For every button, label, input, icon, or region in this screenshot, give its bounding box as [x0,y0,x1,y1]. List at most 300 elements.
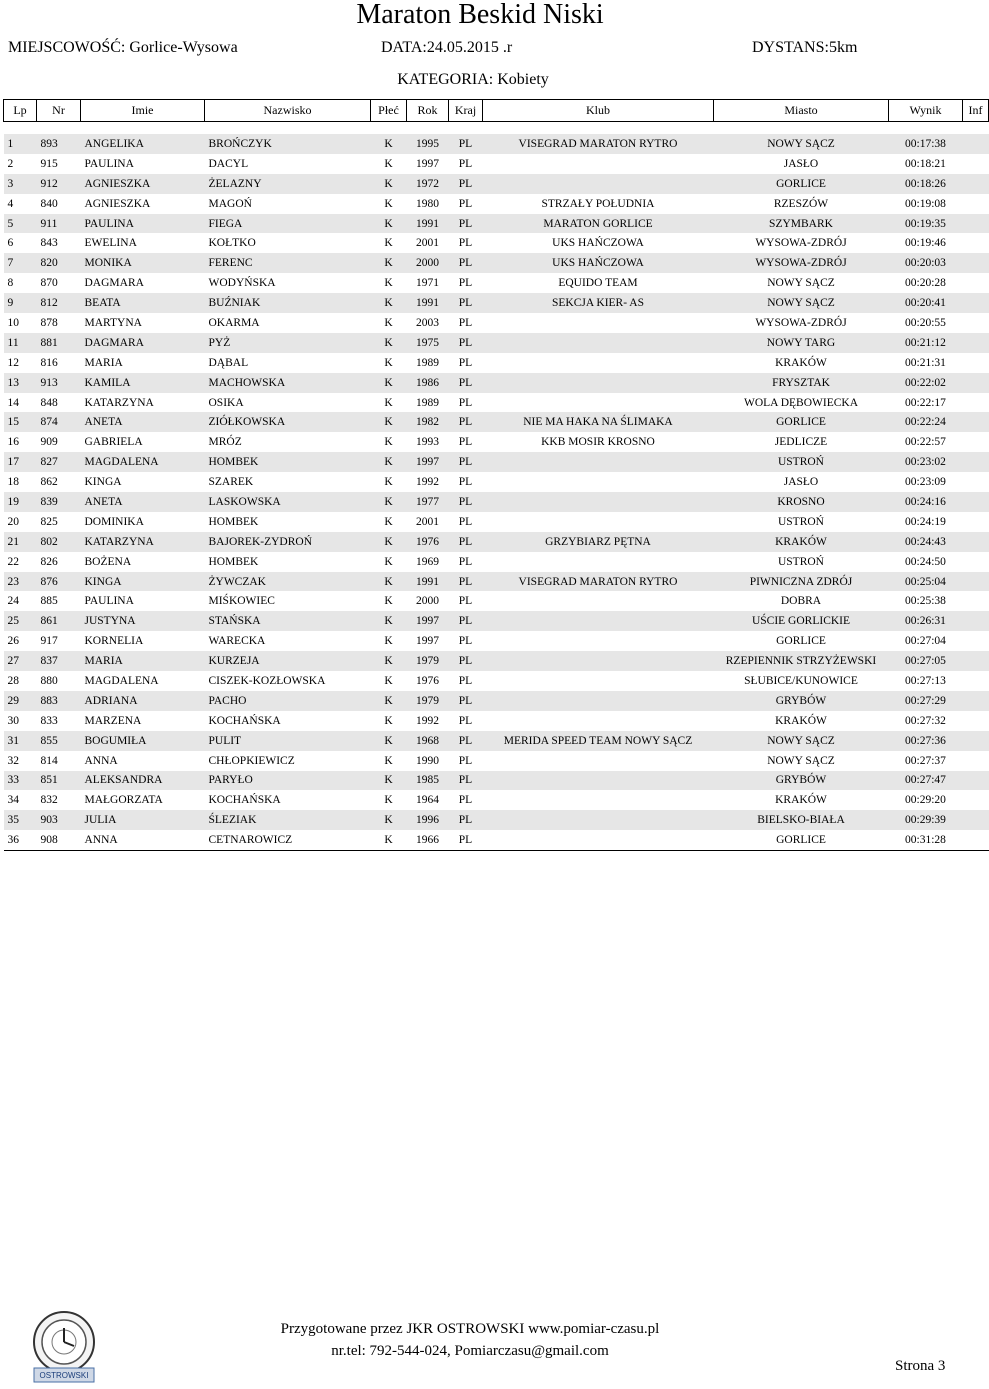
table-cell: 00:27:05 [889,651,963,671]
table-cell: PAULINA [81,214,205,234]
table-cell: K [371,154,407,174]
table-cell: 00:20:28 [889,273,963,293]
table-cell: 802 [37,532,81,552]
table-cell: 909 [37,432,81,452]
table-cell: PL [449,154,483,174]
table-cell: 2 [4,154,37,174]
table-cell [483,671,714,691]
table-cell: 1976 [407,671,449,691]
table-row [4,492,989,512]
table-cell: PL [449,313,483,333]
table-cell [483,154,714,174]
table-cell: 878 [37,313,81,333]
table-cell: PL [449,194,483,214]
table-cell: 11 [4,333,37,353]
table-cell: GABRIELA [81,432,205,452]
table-cell: K [371,273,407,293]
table-cell [483,751,714,771]
distance-label: DYSTANS:5km [752,39,858,56]
table-cell: LASKOWSKA [205,492,371,512]
table-cell: 26 [4,631,37,651]
table-cell: 00:22:02 [889,373,963,393]
table-row [4,214,989,234]
table-cell [483,512,714,532]
table-cell: PL [449,492,483,512]
column-header: Klub [483,100,714,122]
table-cell: MRÓZ [205,432,371,452]
table-cell: AGNIESZKA [81,174,205,194]
table-cell: PIWNICZNA ZDRÓJ [714,572,889,592]
table-cell: NOWY SĄCZ [714,273,889,293]
table-cell: ZIÓŁKOWSKA [205,412,371,432]
table-cell: BUŹNIAK [205,293,371,313]
table-cell: 17 [4,452,37,472]
table-cell: PL [449,452,483,472]
table-cell: ALEKSANDRA [81,771,205,791]
table-cell: RZESZÓW [714,194,889,214]
table-cell: 00:22:57 [889,432,963,452]
table-cell: 00:19:46 [889,233,963,253]
table-cell: MAGDALENA [81,452,205,472]
footer-contact: nr.tel: 792-544-024, Pomiarczasu@gmail.com [331,1343,609,1359]
table-cell: K [371,711,407,731]
table-row [4,134,989,154]
table-cell: UKS HAŃCZOWA [483,253,714,273]
table-cell [483,393,714,413]
table-cell: AGNIESZKA [81,194,205,214]
table-cell: 00:17:38 [889,134,963,154]
table-cell: K [371,552,407,572]
table-cell [963,214,989,234]
table-cell: EQUIDO TEAM [483,273,714,293]
table-row [4,472,989,492]
table-cell: 1969 [407,552,449,572]
table-cell: 00:20:55 [889,313,963,333]
table-cell: OSIKA [205,393,371,413]
table-cell: K [371,611,407,631]
table-cell [483,174,714,194]
table-cell: BOGUMIŁA [81,731,205,751]
column-header: Wynik [889,100,963,122]
table-cell [483,353,714,373]
table-cell: 00:24:16 [889,492,963,512]
table-cell: USTROŃ [714,552,889,572]
table-cell: MAGDALENA [81,671,205,691]
table-cell: FERENC [205,253,371,273]
table-cell: K [371,492,407,512]
page-title: Maraton Beskid Niski [356,0,604,30]
table-cell: ŻYWCZAK [205,572,371,592]
table-row [4,393,989,413]
table-cell [963,412,989,432]
table-cell: 1997 [407,154,449,174]
table-header-row [4,100,989,122]
table-cell: MARIA [81,353,205,373]
table-cell: PL [449,333,483,353]
table-cell: MARIA [81,651,205,671]
table-cell [963,512,989,532]
table-row [4,432,989,452]
table-cell [963,273,989,293]
table-row [4,154,989,174]
table-row [4,174,989,194]
table-row [4,353,989,373]
table-cell: 19 [4,492,37,512]
table-row [4,651,989,671]
table-cell [483,452,714,472]
table-cell [963,472,989,492]
table-cell: EWELINA [81,233,205,253]
table-cell: 00:23:02 [889,452,963,472]
table-cell: HOMBEK [205,512,371,532]
table-cell: 843 [37,233,81,253]
table-cell: 1992 [407,711,449,731]
table-cell: K [371,452,407,472]
table-cell: NOWY SĄCZ [714,731,889,751]
table-cell: 18 [4,472,37,492]
table-cell: 855 [37,731,81,751]
table-cell: SZAREK [205,472,371,492]
table-cell [963,154,989,174]
table-cell: K [371,472,407,492]
column-header: Inf [963,100,989,122]
table-cell [483,691,714,711]
table-cell [963,731,989,751]
table-cell [963,671,989,691]
table-cell: 36 [4,830,37,850]
table-cell: K [371,671,407,691]
table-cell: KATARZYNA [81,532,205,552]
table-cell: 16 [4,432,37,452]
column-header: Rok [407,100,449,122]
table-cell: KRAKÓW [714,353,889,373]
table-cell: 3 [4,174,37,194]
table-cell: WARECKA [205,631,371,651]
table-cell: K [371,432,407,452]
table-cell [963,830,989,850]
table-cell: K [371,631,407,651]
table-cell: 1975 [407,333,449,353]
table-cell: USTROŃ [714,512,889,532]
table-cell: KORNELIA [81,631,205,651]
table-cell: K [371,233,407,253]
table-cell: PL [449,830,483,850]
table-cell: 24 [4,591,37,611]
column-header: Nr [37,100,81,122]
table-cell: 837 [37,651,81,671]
table-cell: 917 [37,631,81,651]
table-cell: 839 [37,492,81,512]
table-row [4,273,989,293]
table-cell: PL [449,572,483,592]
table-cell: DAGMARA [81,273,205,293]
table-cell: 1991 [407,572,449,592]
category-label: KATEGORIA: Kobiety [397,71,549,88]
table-cell: K [371,771,407,791]
table-cell: BIELSKO-BIAŁA [714,810,889,830]
table-cell [483,472,714,492]
table-cell: KURZEJA [205,651,371,671]
table-cell: 848 [37,393,81,413]
table-cell: CISZEK-KOZŁOWSKA [205,671,371,691]
table-cell: VISEGRAD MARATON RYTRO [483,134,714,154]
table-cell: 903 [37,810,81,830]
table-cell: 00:19:35 [889,214,963,234]
table-cell: 1989 [407,353,449,373]
table-cell [963,393,989,413]
table-cell: 1979 [407,651,449,671]
table-cell: 825 [37,512,81,532]
table-cell: 814 [37,751,81,771]
table-cell: MARZENA [81,711,205,731]
table-cell: DACYL [205,154,371,174]
table-cell: 9 [4,293,37,313]
table-cell: 1964 [407,790,449,810]
table-cell: PL [449,134,483,154]
table-cell: DAGMARA [81,333,205,353]
table-cell [963,591,989,611]
column-header: Płeć [371,100,407,122]
table-cell: 20 [4,512,37,532]
table-cell: PL [449,373,483,393]
table-row [4,233,989,253]
page-number: Strona 3 [895,1358,946,1374]
table-cell [483,651,714,671]
table-cell: 840 [37,194,81,214]
table-cell: PL [449,611,483,631]
table-cell: 00:27:37 [889,751,963,771]
table-cell: GORLICE [714,830,889,850]
table-cell: K [371,572,407,592]
table-cell: 00:20:41 [889,293,963,313]
table-row [4,611,989,631]
table-cell: 2001 [407,233,449,253]
table-cell: 1966 [407,830,449,850]
table-cell [963,194,989,214]
table-cell [963,532,989,552]
table-cell: PL [449,552,483,572]
table-cell: 00:22:17 [889,393,963,413]
table-cell: FIEGA [205,214,371,234]
table-cell [963,751,989,771]
table-cell: PL [449,751,483,771]
table-row [4,532,989,552]
table-cell: 00:27:32 [889,711,963,731]
table-cell [963,313,989,333]
table-cell: JEDLICZE [714,432,889,452]
table-cell: K [371,373,407,393]
table-cell: UKS HAŃCZOWA [483,233,714,253]
table-cell: 00:19:08 [889,194,963,214]
table-cell: DOBRA [714,591,889,611]
table-cell [963,810,989,830]
table-cell: 27 [4,651,37,671]
table-cell [963,611,989,631]
table-cell: 861 [37,611,81,631]
table-cell: BEATA [81,293,205,313]
table-cell: 1991 [407,214,449,234]
table-cell [483,771,714,791]
table-row [4,751,989,771]
table-cell [963,333,989,353]
table-cell: 00:31:28 [889,830,963,850]
table-cell: WODYŃSKA [205,273,371,293]
table-cell: 00:21:31 [889,353,963,373]
table-row [4,552,989,572]
table-row [4,691,989,711]
table-cell: 827 [37,452,81,472]
table-cell: 915 [37,154,81,174]
table-cell: GRZYBIARZ PĘTNA [483,532,714,552]
table-cell: SZYMBARK [714,214,889,234]
table-cell [963,492,989,512]
table-cell: 00:24:50 [889,552,963,572]
table-row [4,253,989,273]
table-cell: NIE MA HAKA NA ŚLIMAKA [483,412,714,432]
table-row [4,313,989,333]
table-cell: KRAKÓW [714,532,889,552]
table-cell: K [371,353,407,373]
table-cell: ANNA [81,751,205,771]
table-cell [483,711,714,731]
table-cell: ANETA [81,412,205,432]
table-cell [483,333,714,353]
table-cell: 12 [4,353,37,373]
table-row [4,810,989,830]
table-cell: BOŻENA [81,552,205,572]
table-cell: 1971 [407,273,449,293]
date-label: DATA:24.05.2015 .r [381,39,513,56]
table-cell: 874 [37,412,81,432]
table-cell: WYSOWA-ZDRÓJ [714,233,889,253]
table-cell: STRZAŁY POŁUDNIA [483,194,714,214]
table-cell: 00:25:38 [889,591,963,611]
table-cell: 35 [4,810,37,830]
table-cell: PL [449,353,483,373]
table-cell [483,492,714,512]
table-cell: BROŃCZYK [205,134,371,154]
table-cell [963,432,989,452]
table-cell: GORLICE [714,631,889,651]
table-cell: JASŁO [714,154,889,174]
table-cell: 1993 [407,432,449,452]
table-cell: 2003 [407,313,449,333]
table-cell [963,790,989,810]
table-cell [963,293,989,313]
table-cell: K [371,810,407,830]
table-cell: PL [449,412,483,432]
table-cell [963,552,989,572]
table-cell [963,134,989,154]
table-cell: 832 [37,790,81,810]
table-cell [963,572,989,592]
location-label: MIEJSCOWOŚĆ: Gorlice-Wysowa [8,39,238,56]
table-cell: 1982 [407,412,449,432]
table-cell [483,313,714,333]
table-cell [963,631,989,651]
table-cell: HOMBEK [205,552,371,572]
table-cell: STAŃSKA [205,611,371,631]
table-cell: K [371,830,407,850]
table-cell: K [371,412,407,432]
table-cell: ŚLEZIAK [205,810,371,830]
table-row [4,452,989,472]
table-cell [483,830,714,850]
table-cell: MACHOWSKA [205,373,371,393]
table-cell: 870 [37,273,81,293]
table-cell: 851 [37,771,81,791]
table-cell: PAULINA [81,591,205,611]
table-cell: GRYBÓW [714,771,889,791]
table-row [4,293,989,313]
table-cell: 1980 [407,194,449,214]
table-cell: 1968 [407,731,449,751]
table-cell: 00:27:36 [889,731,963,751]
table-cell: K [371,512,407,532]
table-row [4,373,989,393]
table-cell: PL [449,214,483,234]
table-cell: 00:24:19 [889,512,963,532]
table-cell: 881 [37,333,81,353]
table-cell: FRYSZTAK [714,373,889,393]
table-cell: PYŻ [205,333,371,353]
table-cell: MONIKA [81,253,205,273]
table-cell: K [371,134,407,154]
table-cell: 1977 [407,492,449,512]
table-cell: 00:27:29 [889,691,963,711]
table-cell: 880 [37,671,81,691]
table-cell: 00:27:47 [889,771,963,791]
table-row [4,512,989,532]
table-cell: 5 [4,214,37,234]
column-header: Imie [81,100,205,122]
table-cell [483,591,714,611]
results-table [3,99,989,851]
table-cell: NOWY SĄCZ [714,751,889,771]
table-cell: ANETA [81,492,205,512]
table-cell: 1992 [407,472,449,492]
table-cell: PL [449,393,483,413]
table-cell: JASŁO [714,472,889,492]
table-cell: UŚCIE GORLICKIE [714,611,889,631]
table-cell: PL [449,293,483,313]
table-cell: PL [449,532,483,552]
table-cell: 00:18:21 [889,154,963,174]
table-cell: 00:25:04 [889,572,963,592]
table-cell: 22 [4,552,37,572]
table-row [4,830,989,850]
table-cell: PACHO [205,691,371,711]
table-cell: ANGELIKA [81,134,205,154]
table-cell: SŁUBICE/KUNOWICE [714,671,889,691]
table-row [4,711,989,731]
table-cell: K [371,214,407,234]
table-cell: PL [449,691,483,711]
table-cell: 4 [4,194,37,214]
table-cell: PL [449,810,483,830]
table-cell: BAJOREK-ZYDROŃ [205,532,371,552]
table-row [4,591,989,611]
table-cell: 25 [4,611,37,631]
table-cell: MARTYNA [81,313,205,333]
table-cell: WYSOWA-ZDRÓJ [714,313,889,333]
table-cell: K [371,651,407,671]
logo-text: OSTROWSKI [39,1371,89,1380]
table-cell: 00:26:31 [889,611,963,631]
table-cell: KRAKÓW [714,790,889,810]
table-cell: 28 [4,671,37,691]
table-row [4,790,989,810]
